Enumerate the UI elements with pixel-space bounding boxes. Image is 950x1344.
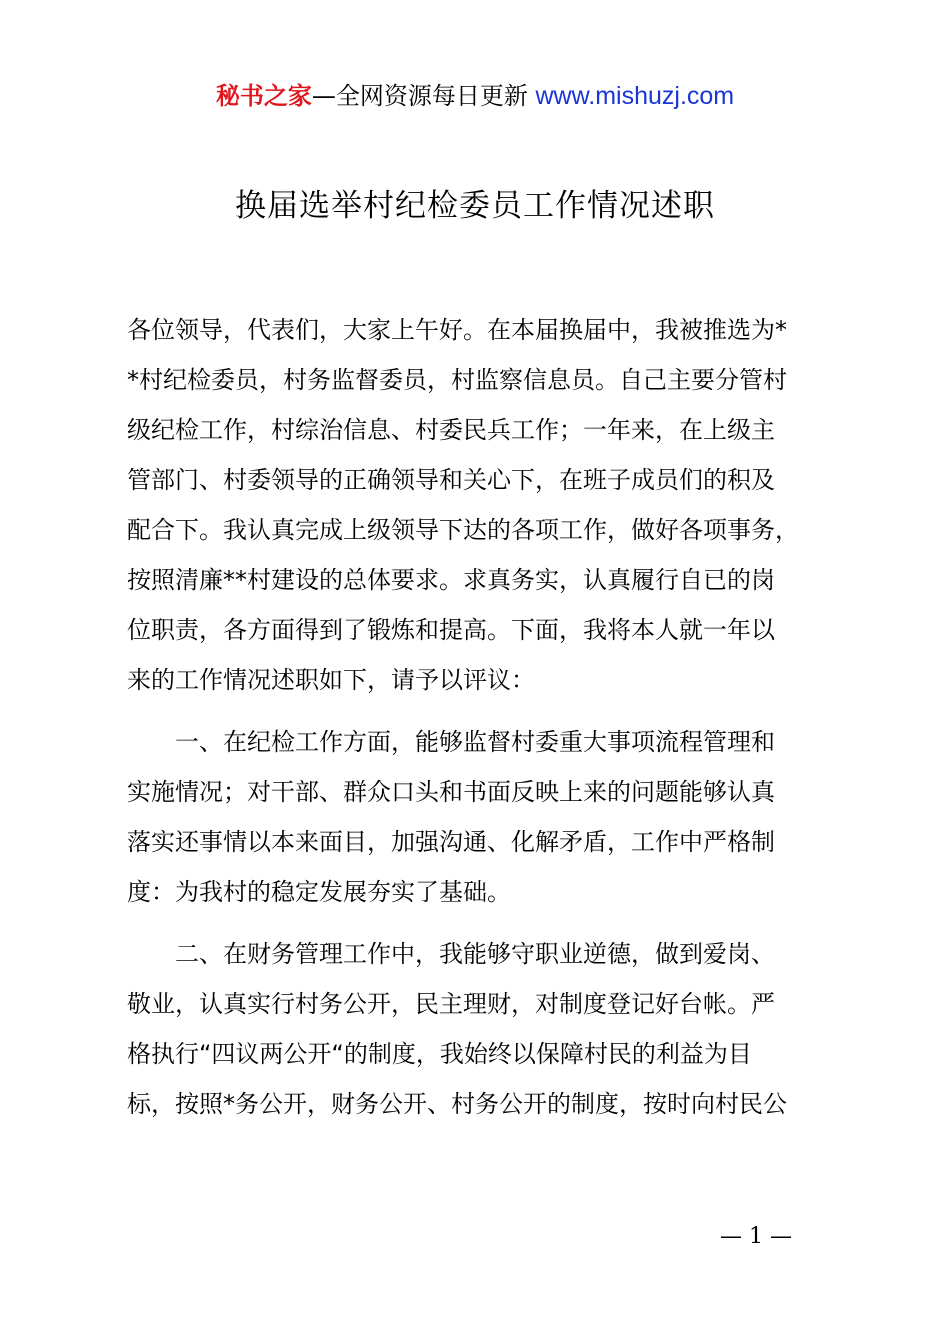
document-title: 换届选举村纪检委员工作情况述职 [235, 188, 715, 224]
paragraph-line: 配合下。我认真完成上级领导下达的各项工作，做好各项事务， [127, 516, 799, 544]
site-url-link[interactable]: www.mishuzj.com [535, 82, 735, 110]
paragraph-discipline-work [127, 717, 834, 917]
paragraph-finance-work [127, 929, 834, 1129]
paragraph-line: 二、在财务管理工作中，我能够守职业逆德，做到爱岗、 [127, 940, 775, 968]
paragraph-line: 实施情况；对干部、群众口头和书面反映上来的问题能够认真 [127, 778, 775, 806]
paragraph-line: 格执行“四议两公开“的制度，我始终以保障村民的利益为目 [127, 1040, 752, 1068]
paragraph-line: 按照清廉**村建设的总体要求。求真务实，认真履行自已的岗 [127, 566, 775, 594]
site-header [0, 80, 950, 112]
site-brand: 秘书之家 [215, 82, 312, 110]
paragraph-line: 来的工作情况述职如下，请予以评议： [127, 666, 535, 694]
paragraph-line: 一、在纪检工作方面，能够监督村委重大事项流程管理和 [127, 728, 775, 756]
paragraph-line: 管部门、村委领导的正确领导和关心下，在班子成员们的积及 [127, 466, 775, 494]
site-tagline: —全网资源每日更新 [311, 82, 528, 110]
paragraph-line: 度：为我村的稳定发展夯实了基础。 [127, 878, 511, 906]
page-number: — 1 — [720, 1224, 792, 1249]
paragraph-intro [127, 305, 834, 705]
paragraph-line: 敬业，认真实行村务公开，民主理财，对制度登记好台帐。严 [127, 990, 775, 1018]
paragraph-line: *村纪检委员，村务监督委员，村监察信息员。自己主要分管村 [127, 366, 787, 394]
paragraph-line: 级纪检工作，村综治信息、村委民兵工作；一年来，在上级主 [127, 416, 775, 444]
paragraph-line: 落实还事情以本来面目，加强沟通、化解矛盾，工作中严格制 [127, 828, 775, 856]
paragraph-line: 各位领导，代表们，大家上午好。在本届换届中，我被推选为* [127, 316, 787, 344]
paragraph-line: 位职责，各方面得到了锻炼和提高。下面，我将本人就一年以 [127, 616, 775, 644]
paragraph-line: 标，按照*务公开，财务公开、村务公开的制度，按时向村民公 [127, 1090, 787, 1118]
